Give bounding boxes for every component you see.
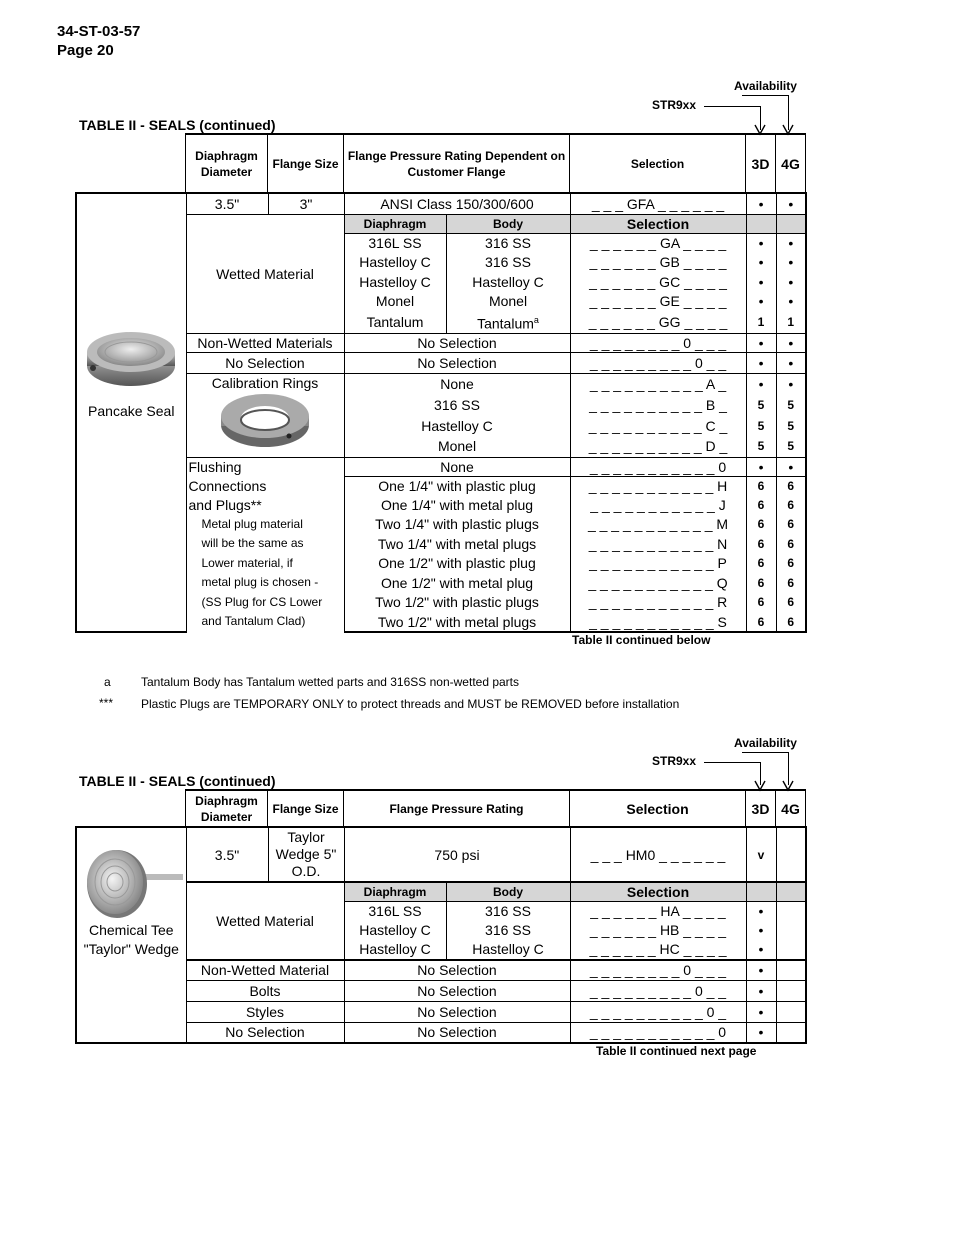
wetted-material-label: Wetted Material (186, 214, 344, 333)
table-row: Hastelloy C (344, 415, 570, 436)
col-flange-size: Flange Size (268, 790, 344, 827)
calibration-rings-cell (186, 373, 344, 457)
col-diaphragm-diameter: Diaphragm Diameter (186, 134, 268, 193)
sub-selection: Selection (570, 882, 746, 902)
table-row: None (344, 373, 570, 394)
table-continued-note: Table II continued next page (596, 1044, 757, 1058)
table-row: Bolts (186, 981, 344, 1002)
avail-4g: • (776, 193, 806, 214)
table-title: TABLE II - SEALS (continued) (79, 773, 276, 789)
table-row: 316 SS (344, 394, 570, 415)
table-row: 316L SS (344, 902, 446, 921)
selection-code: _ _ _ GFA _ _ _ _ _ _ (570, 193, 746, 214)
table-row: One 1/2" with metal plug (344, 573, 570, 592)
table-row: One 1/4" with plastic plug (344, 476, 570, 495)
model-label: STR9xx (652, 754, 697, 768)
table-title: TABLE II - SEALS (continued) (79, 117, 276, 133)
non-wetted-label: Non-Wetted Materials (186, 333, 344, 352)
table-row: Non-Wetted Material (186, 960, 344, 981)
sub-body: Body (446, 882, 570, 902)
table-row: 316L SS (344, 233, 446, 252)
calibration-ring-image (219, 392, 311, 450)
table2-header (185, 789, 806, 828)
col-3d: 3D (746, 134, 776, 193)
col-selection: Selection (570, 790, 746, 827)
col-flange-pressure-rating: Flange Pressure Rating (344, 790, 570, 827)
pancake-seal-image (85, 326, 177, 390)
page-number: Page 20 (57, 42, 114, 59)
chemical-tee-image (79, 844, 183, 922)
rating-value: 750 psi (344, 827, 570, 882)
diam-value: 3.5" (186, 193, 268, 214)
avail-3d: v (746, 827, 776, 882)
col-diaphragm-diameter: Diaphragm Diameter (186, 790, 268, 827)
footnote-text: Tantalum Body has Tantalum wetted parts and 316SS non-wetted parts (141, 675, 520, 689)
col-4g: 4G (776, 134, 806, 193)
col-flange-pressure-rating: Flange Pressure Rating Dependent on Customer Flange (344, 134, 570, 193)
sub-selection: Selection (570, 214, 746, 233)
sub-diaphragm: Diaphragm (344, 882, 446, 902)
col-4g: 4G (776, 790, 806, 827)
col-selection: Selection (570, 134, 746, 193)
sub-diaphragm: Diaphragm (344, 214, 446, 233)
doc-id: 34-ST-03-57 (57, 23, 141, 40)
table-row: Hastelloy C (344, 252, 446, 272)
table2-body: Chemical Tee "Taylor" Wedge 3.5" Taylor Wedge 5" O.D. 750 psi _ _ _ HM0 _ _ _ _ _ _ v Wetted Material Diaphragm Body Selection 316L SS 316 SS _ _ _ _ _ _ HA _ _ _ _ • Hastelloy C 316 SS _ _ _ _ _ _ HB _ _ _ _ • Hastelloy C Hastelloy C _ _ _ _ _ _ HC _ _ _ _ • Non-Wetted Material No Selection _ _ _ _ _ _ _ _ 0 _ _ _ • Bolts No Selection _ _ _ _ _ _ _ _ _ 0 _ _ • Styles No Selection _ _ _ _ _ _ _ _ _ _ 0 _ • No Selection No Selection _ _ _ _ _ _ _ _ _ _ _ 0 • (75, 826, 807, 1044)
seal-cell (76, 827, 186, 1043)
table-continued-note: Table II continued below (572, 633, 711, 647)
no-selection-label: No Selection (186, 352, 344, 373)
rating-value: ANSI Class 150/300/600 (344, 193, 570, 214)
seal-cell (76, 193, 186, 632)
footnote-text: Plastic Plugs are TEMPORARY ONLY to protect threads and MUST be REMOVED before installation (141, 697, 680, 711)
avail-4g (776, 827, 806, 882)
wetted-material-label: Wetted Material (186, 882, 344, 960)
model-label: STR9xx (652, 98, 697, 112)
table-row: Hastelloy C (344, 272, 446, 291)
table-row: Tantalum (344, 311, 446, 333)
seal-name: Pancake Seal (88, 402, 175, 419)
flange-value: 3" (268, 193, 344, 214)
table-row: Styles (186, 1002, 344, 1023)
table1-header (185, 133, 806, 194)
table-row: Monel (344, 436, 570, 457)
diam-value: 3.5" (186, 827, 268, 882)
table-row: No Selection (186, 1023, 344, 1043)
table-row: Hastelloy C (344, 940, 446, 960)
table-row: One 1/4" with metal plug (344, 495, 570, 514)
table-row: Two 1/4" with plastic plugs (344, 514, 570, 534)
col-flange-size: Flange Size (268, 134, 344, 193)
avail-3d: • (746, 193, 776, 214)
table-row: Hastelloy C (344, 921, 446, 940)
seal-name: Chemical Tee (88, 922, 174, 938)
table-row: Two 1/2" with metal plugs (344, 612, 570, 632)
availability-label: Availability (734, 736, 797, 750)
flushing-label-cell: Flushing Connections and Plugs** Metal plug material will be the same as Lower material, if metal plug is chosen - (SS Plug for CS Lower and Tantalum Clad) (186, 457, 344, 632)
footnote-mark: a (104, 675, 111, 689)
footnote-mark: *** (99, 696, 114, 710)
table-row: Two 1/2" with plastic plugs (344, 592, 570, 612)
seal-name: "Taylor" Wedge (83, 941, 179, 957)
table-row: Monel (344, 291, 446, 311)
table-row: Two 1/4" with metal plugs (344, 534, 570, 553)
table-row: None (344, 457, 570, 476)
flange-value: Taylor Wedge 5" O.D. (268, 827, 344, 882)
table-row: One 1/2" with plastic plug (344, 553, 570, 573)
availability-label: Availability (734, 79, 797, 93)
sub-body: Body (446, 214, 570, 233)
selection-code: _ _ _ HM0 _ _ _ _ _ _ (570, 827, 746, 882)
table1-body: Pancake Seal 3.5" 3" ANSI Class 150/300/600 _ _ _ GFA _ _ _ _ _ _ • • Wetted Material Diaphragm Body Selection 316L SS 316 SS _ _ _ _ _ _ GA _ _ _ _ • • Hastelloy C 316 SS _ _ _ _ _ _ GB _ _ _ _ • • Hastelloy C Hastelloy C _ _ _ _ _ _ GC _ _ _ _ • • Monel Monel _ _ _ _ _ _ GE _ _ _ _ • • Tantalum Tantalum$^a$ _ _ _ _ _ _ GG _ _ _ _ 1 1 Non-Wetted Materials No Selection _ _ _ _ _ _ _ _ 0 _ _ _ • • No Selection No Selection _ _ _ _ _ _ _ _ _ 0 _ _ • • Calibration Rings None _ _ _ _ _ _ _ _ _ _ A _ • • 316 SS _ _ _ _ _ _ _ _ _ _ B _ 5 5 Hastelloy C _ _ _ _ _ _ _ _ _ _ C _ 5 5 Monel _ _ _ _ _ _ _ _ _ _ D _ 5 5 Flushing Connections and Plugs** Metal plug material will be the same as Lower material, if metal plug is chosen - (SS Plug for CS Lower and Tantalum Clad) None _ _ _ _ _ _ _ _ _ _ _ 0 • • One 1/4" with plastic plug _ _ _ _ _ _ _ _ _ _ _ H 6 6 One 1/4" with metal plug _ _ _ _ _ _ _ _ _ _ _ J 6 6 Two 1/4" with plastic plugs _ _ _ _ _ _ _ _ _ _ _ M 6 6 Two 1/4" with metal plugs _ _ _ _ _ _ _ _ _ _ _ N 6 6 One 1/2" with plastic plug _ _ _ _ _ _ _ _ _ _ _ P 6 6 One 1/2" with metal plug _ _ _ _ _ _ _ _ _ _ _ Q 6 6 Two 1/2" with plastic plugs _ _ _ _ _ _ _ _ _ _ _ R 6 6 Two 1/2" with metal plugs _ _ _ _ _ _ _ _ _ _ _ S 6 6 (75, 192, 807, 633)
col-3d: 3D (746, 790, 776, 827)
calibration-rings-label: Calibration Rings (211, 374, 319, 391)
